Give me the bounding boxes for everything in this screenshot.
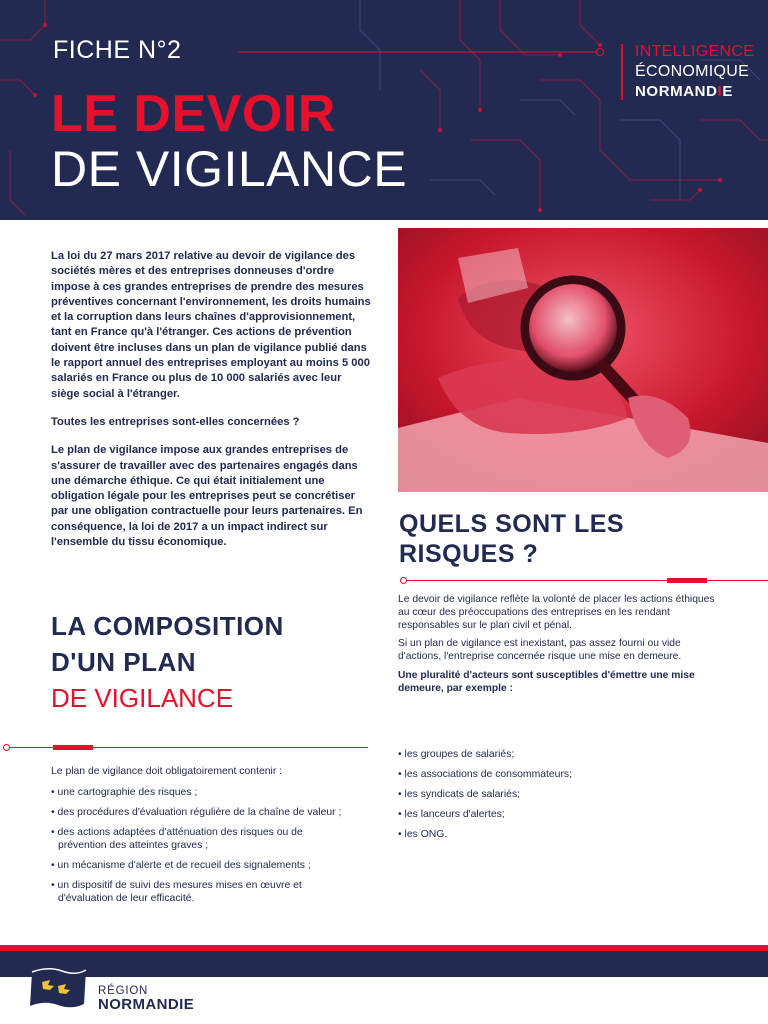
- risks-paragraph-3: Une pluralité d'acteurs sont susceptibles d'émettre une mise demeure, par exemple :: [398, 669, 695, 694]
- logo-line-3-part2: I: [717, 83, 723, 100]
- logo-line-2: ÉCONOMIQUE: [635, 63, 750, 80]
- list-item: • un mécanisme d'alerte et de recueil des signalements ;: [51, 860, 311, 871]
- composition-lead: Le plan de vigilance doit obligatoirement contenir :: [51, 766, 283, 777]
- logo-line-1: INTELLIGENCE: [635, 43, 755, 60]
- page-header: [0, 0, 768, 220]
- section-divider-left: [6, 747, 368, 748]
- intelligence-economique-logo: [621, 40, 756, 102]
- list-item: • les groupes de salariés;: [398, 749, 515, 760]
- intro-text: [51, 249, 371, 563]
- region-label-line2: NORMANDIE: [98, 996, 195, 1013]
- magnifier-photo: [398, 228, 768, 492]
- logo-line-3: [635, 83, 733, 100]
- logo-line-3-part1: NORMAND: [635, 83, 718, 100]
- list-item: • les syndicats de salariés;: [398, 789, 521, 800]
- page-title-line2: DE VIGILANCE: [51, 141, 408, 197]
- intro-paragraph-3: Le plan de vigilance impose aux grandes entreprises de s'assurer de travailler avec des partenaires engagés dans une démarche éthique. Ce qui était initialement une obligation légale pour les entreprises peut se concrétiser par une obligation contractuelle pour leurs partenaires. En conséquence, la loi de 2017 a un impact indirect sur l'ensemble du tissu économique.: [51, 444, 363, 549]
- composition-heading-line3: DE VIGILANCE: [51, 683, 234, 713]
- list-item: • des actions adaptées d'atténuation des risques ou de prévention des atteintes graves ;: [51, 827, 303, 851]
- list-item: • les ONG.: [398, 829, 448, 840]
- composition-heading-line2: D'UN PLAN: [51, 647, 197, 677]
- composition-list: [51, 786, 351, 905]
- risks-heading-line2: RISQUES ?: [399, 540, 539, 568]
- divider-dot: [3, 744, 10, 751]
- risks-list: [398, 748, 718, 841]
- list-item: • un dispositif de suivi des mesures mises en œuvre et d'évaluation de leur efficacité.: [51, 880, 302, 904]
- list-item: • une cartographie des risques ;: [51, 787, 198, 798]
- risks-list-block: [398, 748, 718, 848]
- divider-accent: [667, 578, 707, 583]
- logo-accent-bar: [621, 44, 623, 100]
- logo-line-3-part3: E: [722, 83, 733, 100]
- list-item: • des procédures d'évaluation régulière de la chaîne de valeur ;: [51, 807, 342, 818]
- risks-paragraph-2: Si un plan de vigilance est inexistant, pas assez fourni ou vide d'actions, l'entreprise concernée risque une mise en demeure.: [398, 638, 682, 663]
- risks-paragraph-1: Le devoir de vigilance reflète la volonté de placer les actions éthiques au cœur des préoccupations des entreprises en les rendant responsables sur le plan civil et pénal.: [398, 594, 715, 631]
- composition-heading-line1: LA COMPOSITION: [51, 611, 284, 641]
- fiche-number: FICHE N°2: [53, 36, 182, 64]
- risks-heading-line1: QUELS SONT LES: [399, 510, 625, 538]
- divider-accent: [53, 745, 93, 750]
- divider-dot: [400, 577, 407, 584]
- intro-paragraph-1: La loi du 27 mars 2017 relative au devoir de vigilance des sociétés mères et des entreprises donneuses d'ordre impose à ces grandes entreprises de prendre des mesures préventives concernant l'environnement, les droits humains et la corruption dans leurs chaînes d'approvisionnement, tant en France qu'à l'étranger. Ces actions de prévention doivent être incluses dans un plan de vigilance publié dans le rapport annuel des entreprises employant au moins 5 000 salariés en France ou plus de 10 000 salariés avec leur siège social à l'étranger.: [51, 250, 371, 400]
- composition-list-block: [51, 765, 351, 912]
- section-divider-right: [403, 580, 768, 581]
- region-normandie-flag-icon: [28, 966, 88, 1012]
- magnifier-hand-image: [398, 228, 768, 492]
- region-label-line1: RÉGION: [98, 985, 149, 997]
- list-item: • les lanceurs d'alertes;: [398, 809, 505, 820]
- page-title-line1: LE DEVOIR: [51, 85, 336, 143]
- intro-paragraph-2: Toutes les entreprises sont-elles concernées ?: [51, 415, 300, 428]
- list-item: • les associations de consommateurs;: [398, 769, 573, 780]
- risks-text: [398, 594, 718, 702]
